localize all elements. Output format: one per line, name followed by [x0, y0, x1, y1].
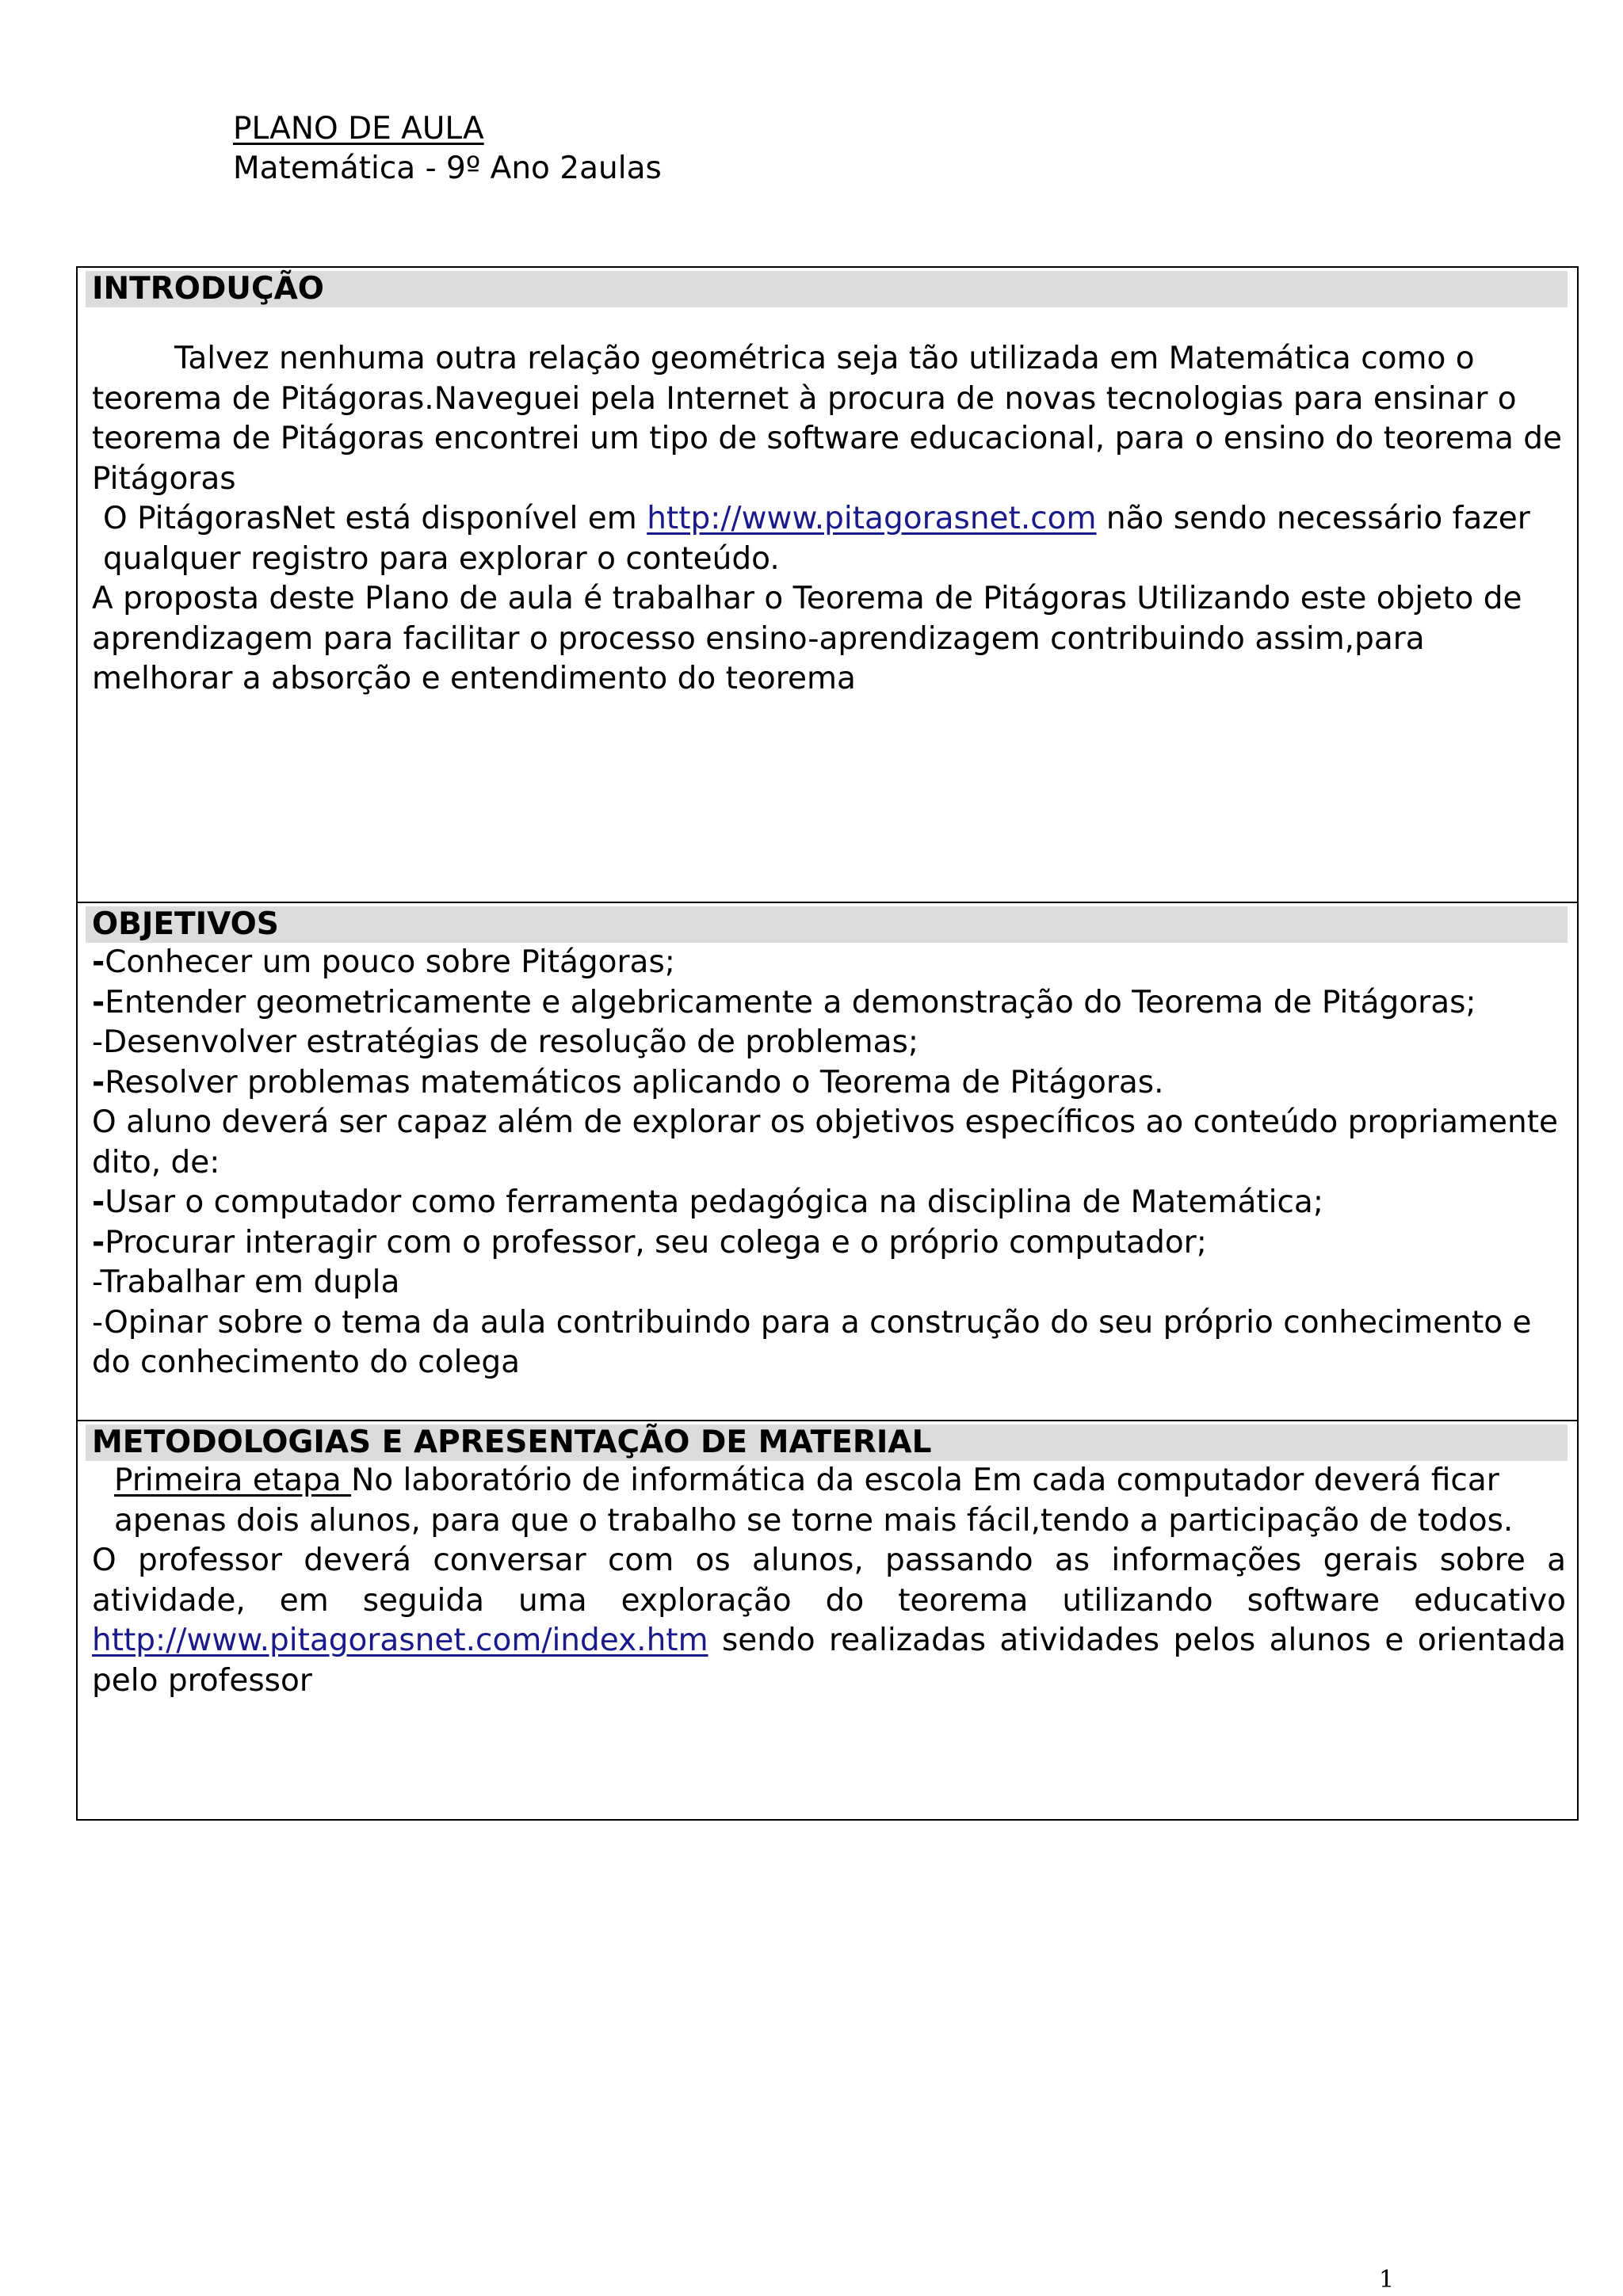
page-number: 1 [1379, 2266, 1395, 2294]
metodologias-paragraph-1: Primeira etapa No laboratório de informática da escola Em cada computador deverá ficar apenas dois alunos, para que o trabalho se torne mais fácil,tendo a participação de todos. [114, 1463, 1514, 1539]
primeira-etapa-label: Primeira etapa [114, 1463, 352, 1498]
intro-paragraph-2: O PitágorasNet está disponível em http://www.pitagorasnet.com não sendo necessário fazer qualquer registro para explorar o conteúdo. [103, 501, 1530, 577]
objetivo-item: -Resolver problemas matemáticos aplicando o Teorema de Pitágoras. [92, 1064, 1164, 1100]
objetivo-item: -Procurar interagir com o professor, seu colega e o próprio computador; [92, 1224, 1207, 1261]
intro-section [76, 266, 1579, 903]
metodologias-paragraph-2: O professor deverá conversar com os alunos, passando as informações gerais sobre a atividade, em seguida uma exploração do teorema utilizando software educativo http://www.pitagorasnet.com/index.htm sendo realizadas atividades pelos alunos e orientada pelo professor [92, 1543, 1566, 1699]
objetivo-item: -Trabalhar em dupla [92, 1264, 400, 1300]
intro-heading: INTRODUÇÃO [86, 271, 1568, 307]
document-header [233, 109, 662, 189]
objetivo-item: -Entender geometricamente e algebricamente a demonstração do Teorema de Pitágoras; [92, 984, 1476, 1020]
objetivos-heading: OBJETIVOS [86, 906, 1568, 943]
objetivo-item: -Desenvolver estratégias de resolução de problemas; [92, 1024, 918, 1060]
objetivo-item: -Conhecer um pouco sobre Pitágoras; [92, 944, 675, 980]
metodologias-heading: METODOLOGIAS E APRESENTAÇÃO DE MATERIAL [86, 1425, 1568, 1461]
objetivo-item: -Usar o computador como ferramenta pedagógica na disciplina de Matemática; [92, 1184, 1323, 1220]
objetivos-section [76, 902, 1579, 1421]
pitagorasnet-link[interactable]: http://www.pitagorasnet.com [647, 501, 1097, 536]
intro-paragraph-3: A proposta deste Plano de aula é trabalhar o Teorema de Pitágoras Utilizando este objeto de aprendizagem para facilitar o processo ensino-aprendizagem contribuindo assim,para melhorar a absorção e entendimento do teorema [92, 581, 1522, 696]
document-subtitle: Matemática - 9º Ano 2aulas [233, 151, 662, 186]
intro-paragraph-1: Talvez nenhuma outra relação geométrica seja tão utilizada em Matemática como o teorema de Pitágoras.Naveguei pela Internet à procura de novas tecnologias para ensinar o teorema de Pitágoras encontrei um tipo de software educacional, para o ensino do teorema de Pitágoras [92, 341, 1563, 497]
objetivo-item: -Opinar sobre o tema da aula contribuindo para a construção do seu próprio conhecimento e do conhecimento do colega [92, 1304, 1532, 1380]
pitagorasnet-index-link[interactable]: http://www.pitagorasnet.com/index.htm [92, 1623, 708, 1658]
document-title: PLANO DE AULA [233, 111, 484, 147]
metodologias-section [76, 1420, 1579, 1821]
objetivos-paragraph: O aluno deverá ser capaz além de explorar os objetivos específicos ao conteúdo propriamente dito, de: [92, 1104, 1558, 1180]
